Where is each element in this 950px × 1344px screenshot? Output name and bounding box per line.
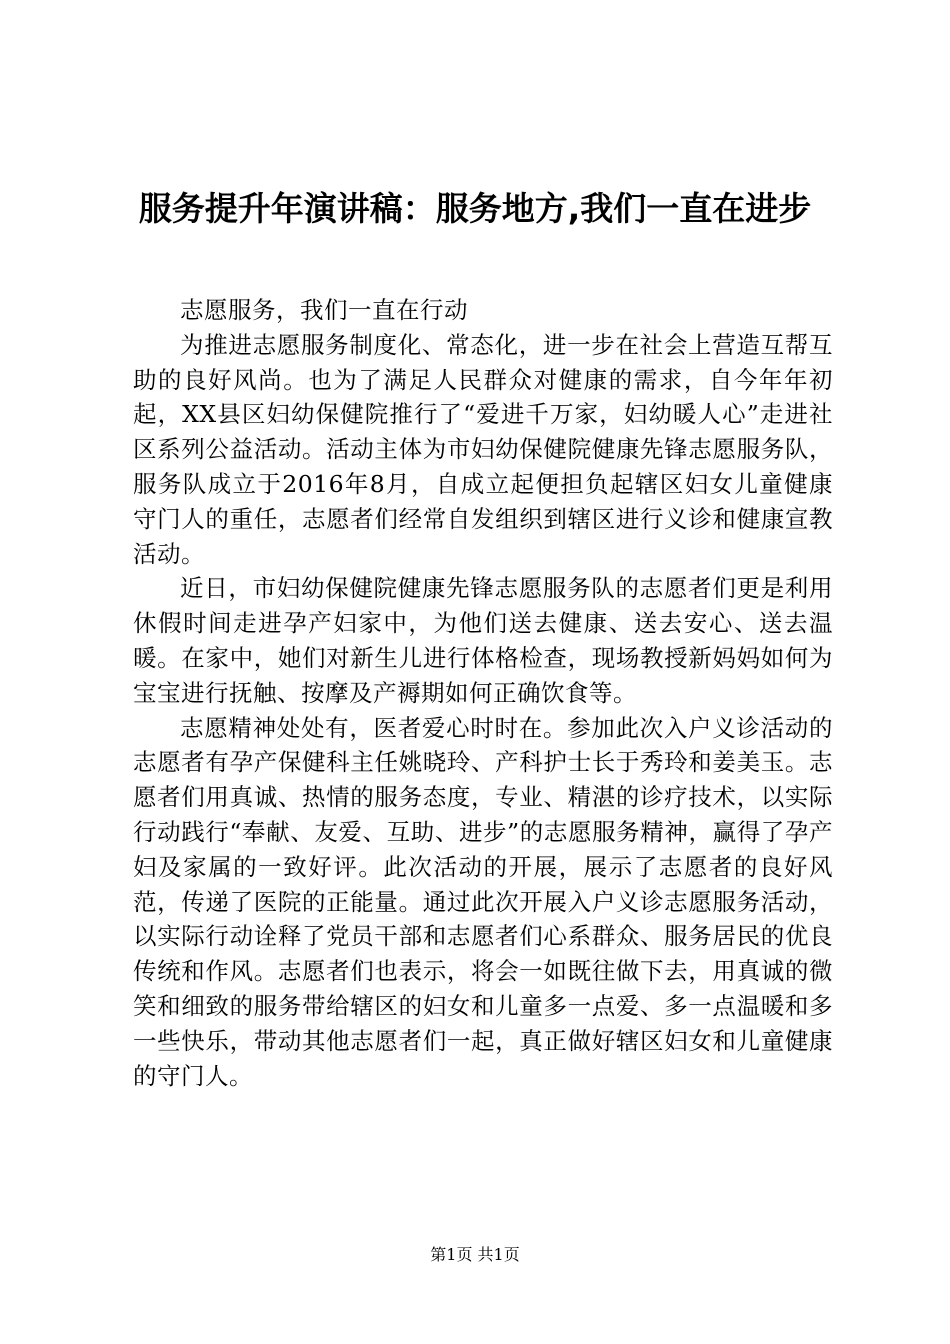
- paragraph: 近日，市妇幼保健院健康先锋志愿服务队的志愿者们更是利用休假时间走进孕产妇家中，为他们送去健康、送去安心、送去温暖。在家中，她们对新生儿进行体格检查，现场教授新妈妈如何为宝宝进行抚触、按摩及产褥期如何正确饮食等。: [133, 574, 833, 707]
- page-footer: 第1页 共1页: [430, 1245, 520, 1264]
- paragraph-heading: 志愿服务，我们一直在行动: [180, 296, 468, 324]
- paragraph: 为推进志愿服务制度化、常态化，进一步在社会上营造互帮互助的良好风尚。也为了满足人民群众对健康的需求，自今年年初起，XX县区妇幼保健院推行了“爱进千万家，妇幼暖人心”走进社区系列公益活动。活动主体为市妇幼保健院健康先锋志愿服务队，服务队成立于2016年8月，自成立起便担负起辖区妇女儿童健康守门人的重任，志愿者们经常自发组织到辖区进行义诊和健康宣教活动。: [133, 330, 833, 568]
- document-body: [133, 293, 833, 1093]
- document-title: 服务提升年演讲稿：服务地方,我们一直在进步: [138, 189, 812, 228]
- paragraph: 志愿精神处处有，医者爱心时时在。参加此次入户义诊活动的志愿者有孕产保健科主任姚晓玲、产科护士长于秀玲和姜美玉。志愿者们用真诚、热情的服务态度，专业、精湛的诊疗技术，以实际行动践行“奉献、友爱、互助、进步”的志愿服务精神，赢得了孕产妇及家属的一致好评。此次活动的开展，展示了志愿者的良好风范，传递了医院的正能量。通过此次开展入户义诊志愿服务活动，以实际行动诠释了党员干部和志愿者们心系群众、服务居民的优良传统和作风。志愿者们也表示，将会一如既往做下去，用真诚的微笑和细致的服务带给辖区的妇女和儿童多一点爱、多一点温暖和多一些快乐，带动其他志愿者们一起，真正做好辖区妇女和儿童健康的守门人。: [133, 713, 833, 1090]
